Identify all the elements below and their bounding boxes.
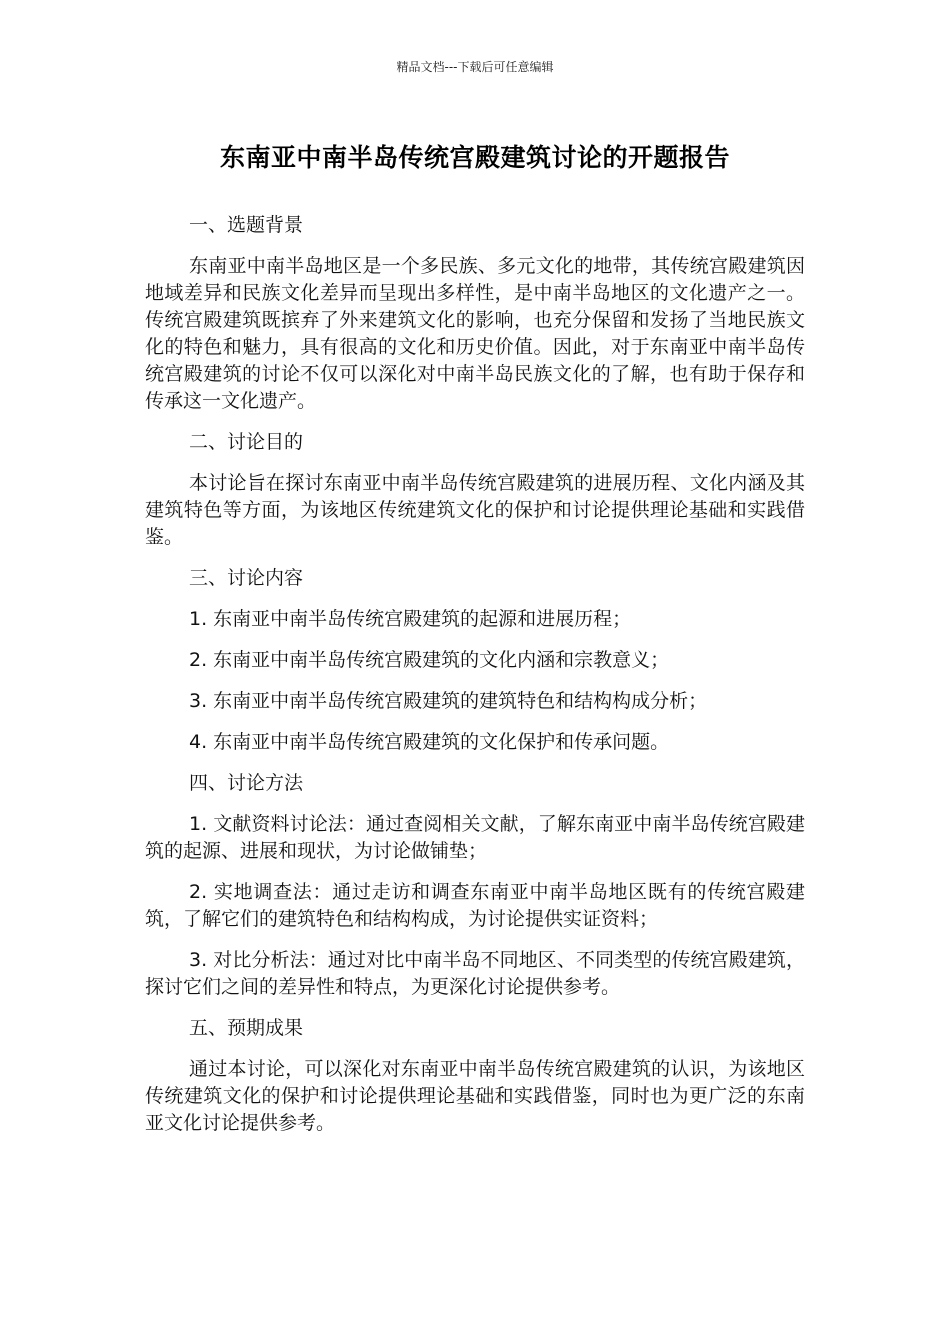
method-item: 3. 对比分析法：通过对比中南半岛不同地区、不同类型的传统宫殿建筑，探讨它们之间的差异性和特点，为更深化讨论提供参考。 bbox=[145, 949, 805, 998]
document-title: 东南亚中南半岛传统宫殿建筑讨论的开题报告 bbox=[219, 143, 730, 172]
method-item: 1. 文献资料讨论法：通过查阅相关文献，了解东南亚中南半岛传统宫殿建筑的起源、进展和现状，为讨论做铺垫； bbox=[145, 813, 805, 862]
content-item: 3. 东南亚中南半岛传统宫殿建筑的建筑特色和结构构成分析； bbox=[189, 690, 708, 712]
outcomes-paragraph: 通过本讨论，可以深化对东南亚中南半岛传统宫殿建筑的认识，为该地区传统建筑文化的保护和讨论提供理论基础和实践借鉴，同时也为更广泛的东南亚文化讨论提供参考。 bbox=[145, 1058, 805, 1134]
page-header: 精品文档---下载后可任意编辑 bbox=[396, 60, 554, 74]
content-item: 4. 东南亚中南半岛传统宫殿建筑的文化保护和传承问题。 bbox=[189, 731, 670, 753]
section-heading-purpose: 二、讨论目的 bbox=[189, 431, 304, 453]
background-paragraph: 东南亚中南半岛地区是一个多民族、多元文化的地带，其传统宫殿建筑因地域差异和民族文化差异而呈现出多样性，是中南半岛地区的文化遗产之一。传统宫殿建筑既摈弃了外来建筑文化的影响，也充分保留和发扬了当地民族文化的特色和魅力，具有很高的文化和历史价值。因此，对于东南亚中南半岛传统宫殿建筑的讨论不仅可以深化对中南半岛民族文化的了解，也有助于保存和传承这一文化遗产。 bbox=[145, 255, 805, 412]
document-body bbox=[145, 212, 805, 1151]
purpose-paragraph: 本讨论旨在探讨东南亚中南半岛传统宫殿建筑的进展历程、文化内涵及其建筑特色等方面，为该地区传统建筑文化的保护和讨论提供理论基础和实践借鉴。 bbox=[145, 472, 805, 548]
section-heading-background: 一、选题背景 bbox=[189, 214, 304, 236]
section-heading-outcomes: 五、预期成果 bbox=[189, 1017, 304, 1039]
method-item: 2. 实地调查法：通过走访和调查东南亚中南半岛地区既有的传统宫殿建筑，了解它们的建筑特色和结构构成，为讨论提供实证资料； bbox=[145, 881, 805, 930]
content-item: 2. 东南亚中南半岛传统宫殿建筑的文化内涵和宗教意义； bbox=[189, 649, 670, 671]
section-heading-methods: 四、讨论方法 bbox=[189, 772, 304, 794]
content-item: 1. 东南亚中南半岛传统宫殿建筑的起源和进展历程； bbox=[189, 608, 632, 630]
section-heading-content: 三、讨论内容 bbox=[189, 567, 304, 589]
